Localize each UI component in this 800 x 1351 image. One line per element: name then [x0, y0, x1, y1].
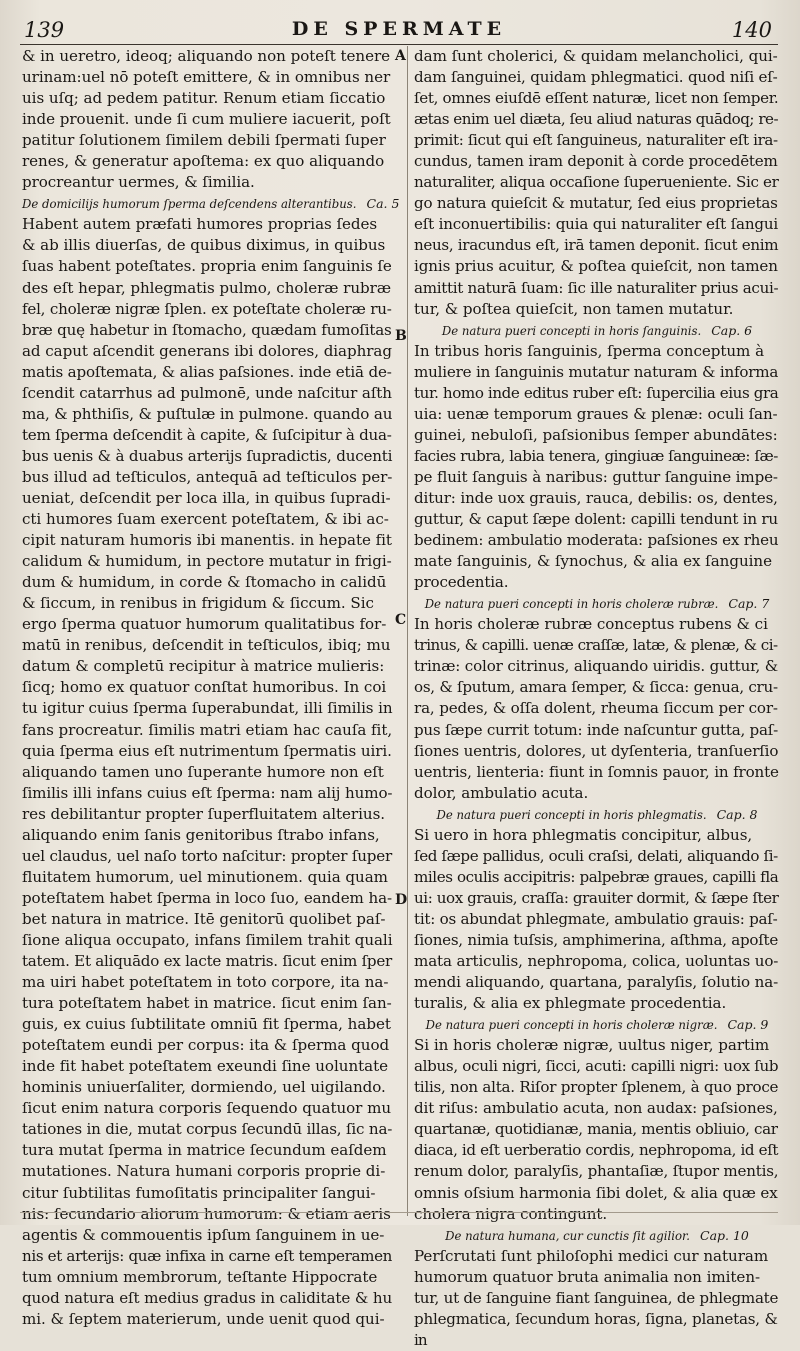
text-line: albus, oculi nigri, ſicci, acuti: capilli nigri: uox ſub [414, 1057, 779, 1076]
chapter-heading-title: De natura pueri concepti in horis phlegmatis. [436, 807, 707, 822]
text-line: guinei, nebuloſi, paſsionibus ſemper abundātes: [414, 425, 778, 444]
text-line: matū in renibus, deſcendit in teſticulos, ibiq; mu [22, 636, 391, 655]
text-line: des eſt hepar, phlegmatis pulmo, choleræ rubræ [22, 278, 391, 297]
text-line: Si uero in hora phlegmatis concipitur, albus, [414, 825, 753, 844]
text-line: phlegmatica, ſecundum horas, ſigna, planetas, & [414, 1309, 778, 1328]
text-line: cundus, tamen iram deponit à corde procedētem [414, 152, 778, 171]
text-line: tilis, non alta. Riſor propter ſplenem, à quo proce [414, 1078, 779, 1097]
text-line: bus illud ad teſticulos, antequā ad teſticulos per- [22, 467, 393, 486]
text-line: in [414, 1330, 427, 1349]
text-line: guttur, & caput ſæpe dolent: capilli tendunt in ru [414, 510, 778, 529]
text-line: guis, ex cuius ſubtilitate omniū fit ſperma, habet [22, 1015, 391, 1034]
text-line: tu igitur cuius ſperma ſuperabundat, illi ſimilis in [22, 699, 393, 718]
chapter-heading-title: De domicilijs humorum ſperma deſcendens alterantibus. [22, 197, 357, 212]
text-line: poteſtatem eundi per corpus: ita & ſperma quod [22, 1036, 390, 1055]
text-line: inde fit habet poteſtatem exeundi ſine uoluntate [22, 1057, 389, 1076]
text-line: nis et arterijs: quæ infixa in carne eſt temperamen [22, 1246, 393, 1265]
text-line: turalis, & alia ex phlegmate procedentia. [414, 994, 727, 1013]
text-line: quod natura eſt medius gradus in caliditate & hu [22, 1288, 393, 1307]
text-line: ma uiri habet poteſtatem in toto corpore, ita na- [22, 973, 389, 992]
text-line: Perſcrutati ſunt philoſophi medici cur naturam [414, 1246, 769, 1265]
text-line: fans procreatur. ſimilis matri etiam hac cauſa fit, [22, 720, 393, 739]
text-line: os, & ſputum, amara ſemper, & ſicca: genua, cru- [414, 678, 778, 697]
text-line: ætas enim uel diæta, ſeu aliud naturas quādoq; re- [414, 110, 779, 129]
text-line: ſet, omnes eiuſdē eſſent naturæ, licet non ſemper. [414, 89, 779, 108]
text-line: uia: uenæ temporum graues & plenæ: oculi ſan- [414, 404, 778, 423]
text-line: dam ſunt cholerici, & quidam melancholici, qui- [414, 47, 778, 65]
chapter-heading [22, 193, 400, 214]
center-column-rule [407, 46, 408, 1216]
text-line: tationes in die, mutat corpus ſecundū illas, ſic na- [22, 1120, 393, 1139]
text-line: aliquando tamen uno ſuperante humore non eſt [22, 762, 384, 781]
text-line: ſicut enim natura corporis ſequendo quatuor mu [22, 1099, 392, 1118]
text-line: tatem. Et aliquādo ex lacte matris. ſicut enim ſper [22, 952, 392, 971]
text-line: naturaliter, aliqua occaſione ſuperueniente. Sic er [414, 173, 779, 192]
chapter-heading-title: De natura pueri concepti in horis choleræ rubræ. [424, 597, 719, 612]
text-line: miles oculis accipitris: palpebræ graues, capilli fla [414, 867, 779, 886]
text-line: In horis choleræ rubræ conceptus rubens & ci [414, 615, 768, 634]
chapter-heading [414, 1014, 780, 1035]
text-line: ma, & phthiſis, & puſtulæ in pulmone. quando au [22, 404, 393, 423]
text-line: cholera nigra contingunt. [414, 1204, 608, 1223]
text-line: nis: ſecundario aliorum humorum: & etiam aeris [22, 1204, 391, 1223]
text-line: bedinem: ambulatio moderata: paſsiones ex rheu [414, 531, 779, 550]
text-line: primit: ſicut qui eſt ſanguineus, naturaliter eſt ira- [414, 131, 778, 150]
text-line: tur, & poſtea quieſcit, non tamen mutatur. [414, 299, 734, 318]
right-text-column [414, 46, 780, 1351]
text-line: ſimilis illi infans cuius eſt ſperma: nam alij humo- [22, 783, 393, 802]
text-line: mi. & ſeptem materierum, unde uenit quod qui- [22, 1309, 385, 1328]
text-line: amittit naturā ſuam: ſic ille naturaliter prius acui- [414, 278, 779, 297]
text-line: ſiones uentris, dolores, ut dyſenteria, tranſuerſio [414, 741, 779, 760]
text-line: fel, choleræ nigræ ſplen. ex poteſtate choleræ ru- [22, 299, 392, 318]
text-line: pus ſæpe currit totum: inde naſcuntur gutta, paſ- [414, 720, 778, 739]
margin-marker-b: B [395, 328, 407, 344]
text-line: quia ſperma eius eſt nutrimentum ſpermatis uiri. [22, 741, 392, 760]
text-line: renes, & generatur apoſtema: ex quo aliquando [22, 152, 385, 171]
text-line: ra, pedes, & oſſa dolent, rheuma ſiccum per cor- [414, 699, 778, 718]
text-line: citur ſubtilitas fumoſitatis principaliter ſangui- [22, 1183, 376, 1202]
text-line: renum dolor, paralyſis, phantaſiæ, ſtupor mentis, [414, 1162, 779, 1181]
text-line: tem ſperma deſcendit à capite, & ſuſcipitur à dua- [22, 425, 392, 444]
text-line: diaca, id eſt uerberatio cordis, nephropoma, id eſt [414, 1141, 779, 1160]
text-line: ueniat, deſcendit per loca illa, in quibus ſupradi- [22, 488, 391, 507]
text-line: & in ueretro, ideoq; aliquando non poteſt tenere [22, 47, 391, 65]
text-line: dit riſus: ambulatio acuta, non audax: paſsiones, [414, 1099, 778, 1118]
text-line: dam ſanguinei, quidam phlegmatici. quod niſi eſ- [414, 68, 778, 87]
text-line: aliquando enim ſanis genitoribus ſtrabo infans, [22, 825, 380, 844]
text-line: mutationes. Natura humani corporis proprie di- [22, 1162, 386, 1181]
text-line: uentris, lienteria: fiunt in ſomnis pauor, in fronte [414, 762, 779, 781]
chapter-number: Cap. 6 [711, 322, 753, 338]
chapter-number: Cap. 10 [700, 1227, 749, 1243]
text-line: hominis uniuerſaliter, dormiendo, uel uigilando. [22, 1078, 386, 1097]
text-line: ſione aliqua occupato, infans ſimilem trahit quali [22, 930, 393, 949]
text-line: calidum & humidum, in pectore mutatur in frigi- [22, 552, 392, 571]
text-line: cti humores ſuam exercent poteſtatem, & ibi ac- [22, 510, 389, 529]
text-line: mendi aliquando, quartana, paralyſis, ſolutio na- [414, 973, 779, 992]
margin-marker-d: D [395, 892, 408, 908]
text-line: fluitatem humorum, uel minutionem. quia quam [22, 867, 388, 886]
chapter-number: Ca. 5 [366, 196, 400, 212]
text-line: dolor, ambulatio acuta. [414, 783, 589, 802]
text-line: In tribus horis ſanguinis, ſperma conceptum à [414, 341, 765, 360]
text-line: ſuas habent poteſtates. propria enim ſanguinis ſe [22, 257, 392, 276]
text-line: dum & humidum, in corde & ſtomacho in calidū [22, 573, 387, 592]
folio-number-left: 139 [24, 18, 65, 42]
text-line: procreantur uermes, & ſimilia. [22, 173, 255, 192]
text-line: muliere in ſanguinis mutatur naturam & informa [414, 362, 779, 381]
text-line: ui: uox grauis, craſſa: grauiter dormit, & ſæpe ſter [414, 888, 779, 907]
text-line: humorum quatuor bruta animalia non imiten- [414, 1267, 761, 1286]
text-line: quartanæ, quotidianæ, mania, mentis obliuio, car [414, 1120, 778, 1139]
text-line: trinus, & capilli. uenæ craſſæ, latæ, & plenæ, & ci- [414, 636, 778, 655]
text-line: agentis & commouentis ipſum ſanguinem in ue- [22, 1225, 385, 1244]
text-line: mata articulis, nephropoma, colica, uoluntas uo- [414, 952, 779, 971]
text-line: tur, ut de ſanguine fiant ſanguinea, de phlegmate [414, 1288, 779, 1307]
chapter-number: Cap. 9 [727, 1017, 769, 1033]
chapter-heading [414, 804, 780, 825]
text-line: tum omnium membrorum, teſtante Hippocrate [22, 1267, 378, 1286]
text-line: trinæ: color citrinus, aliquando uiridis. guttur, & [414, 657, 779, 676]
text-line: tit: os abundat phlegmate, ambulatio grauis: paſ- [414, 909, 778, 928]
text-line: & ab illis diuerſas, de quibus diximus, in quibus [22, 236, 386, 255]
text-line: ditur: inde uox grauis, rauca, debilis: os, dentes, [414, 488, 778, 507]
text-line: eſt inconuertibilis: quia qui naturaliter eſt ſangui [414, 215, 779, 234]
margin-marker-a: A [395, 48, 406, 64]
text-line: matis apoſtemata, & alias paſsiones. inde etiā de- [22, 362, 392, 381]
text-line: bræ quę habetur in ſtomacho, quædam fumoſitas [22, 320, 392, 339]
text-line: ſicq; homo ex quatuor conſtat humoribus. In coi [22, 678, 387, 697]
bottom-page-rule [20, 1212, 778, 1213]
chapter-number: Cap. 8 [716, 806, 758, 822]
text-line: cipit naturam humoris ibi manentis. in hepate fit [22, 531, 392, 550]
text-line: ignis prius acuitur, & poſtea quieſcit, non tamen [414, 257, 778, 276]
text-line: uel claudus, uel naſo torto naſcitur: propter ſuper [22, 846, 393, 865]
chapter-number: Cap. 7 [728, 596, 770, 612]
text-line: procedentia. [414, 573, 509, 592]
text-line: omnis oſsium harmonia ſibi dolet, & alia quæ ex [414, 1183, 778, 1202]
text-line: ergo ſperma quatuor humorum qualitatibus for- [22, 615, 387, 634]
text-line: bus uenis & à duabus arterijs ſupradictis, ducenti [22, 446, 393, 465]
text-line: ſed ſæpe pallidus, oculi craſsi, delati, aliquando ſi- [414, 846, 778, 865]
text-line: neus, iracundus eſt, irā tamen deponit. ſicut enim [414, 236, 779, 255]
text-line: facies rubra, labia tenera, gingiuæ ſanguineæ: ſæ- [414, 446, 778, 465]
text-line: uis uſq; ad pedem patitur. Renum etiam ſiccatio [22, 89, 386, 108]
left-text-column [22, 46, 400, 1330]
folio-number-right: 140 [731, 18, 772, 42]
text-line: tura poteſtatem habet in matrice. ſicut enim ſan- [22, 994, 392, 1013]
text-line: pe fluit ſanguis à naribus: guttur ſanguine impe- [414, 467, 778, 486]
text-line: datum & completū recipitur à matrice mulieris: [22, 657, 385, 676]
margin-marker-c: C [395, 612, 407, 628]
text-line: Habent autem præfati humores proprias ſedes [22, 215, 378, 234]
chapter-heading [414, 320, 780, 341]
text-line: ſcendit catarrhus ad pulmonē, unde naſcitur aſth [22, 383, 392, 402]
text-line: & ſiccum, in renibus in frigidum & ſiccum. Sic [22, 594, 374, 613]
running-title: DE SPERMATE [291, 18, 507, 40]
text-line: bet natura in matrice. Itē genitorū quolibet paſ- [22, 909, 386, 928]
chapter-heading [414, 593, 780, 614]
text-line: tura mutat ſperma in matrice ſecundum eaſdem [22, 1141, 387, 1160]
chapter-heading-title: De natura pueri concepti in horis choleræ nigræ. [425, 1018, 718, 1033]
text-line: Si in horis choleræ nigræ, uultus niger, partim [414, 1036, 770, 1055]
text-line: patitur ſolutionem ſimilem debili ſpermati ſuper [22, 131, 386, 150]
text-line: tur. homo inde editus ruber eſt: ſupercilia eius gra [414, 383, 779, 402]
chapter-heading [414, 1225, 780, 1246]
text-line: go natura quieſcit & mutatur, ſed eius proprietas [414, 194, 778, 213]
chapter-heading-title: De natura pueri concepti in horis ſanguinis. [441, 323, 702, 338]
text-line: res debilitantur propter ſuperfluitatem alterius. [22, 804, 386, 823]
page-header [20, 14, 778, 45]
chapter-heading-title: De natura humana, cur cunctis ſit agilior. [445, 1228, 690, 1243]
text-line: inde prouenit. unde ſi cum muliere iacuerit, poſt [22, 110, 391, 129]
text-line: poteſtatem habet ſperma in loco ſuo, eandem ha- [22, 888, 392, 907]
text-line: ad caput aſcendit generans ibi dolores, diaphrag [22, 341, 392, 360]
text-line: mate ſanguinis, & ſynochus, & alia ex ſanguine [414, 552, 773, 571]
text-line: urinam:uel nō poteſt emittere, & in omnibus ner [22, 68, 391, 87]
text-line: ſiones, nimia tuſsis, amphimerina, aſthma, apoſte [414, 930, 779, 949]
